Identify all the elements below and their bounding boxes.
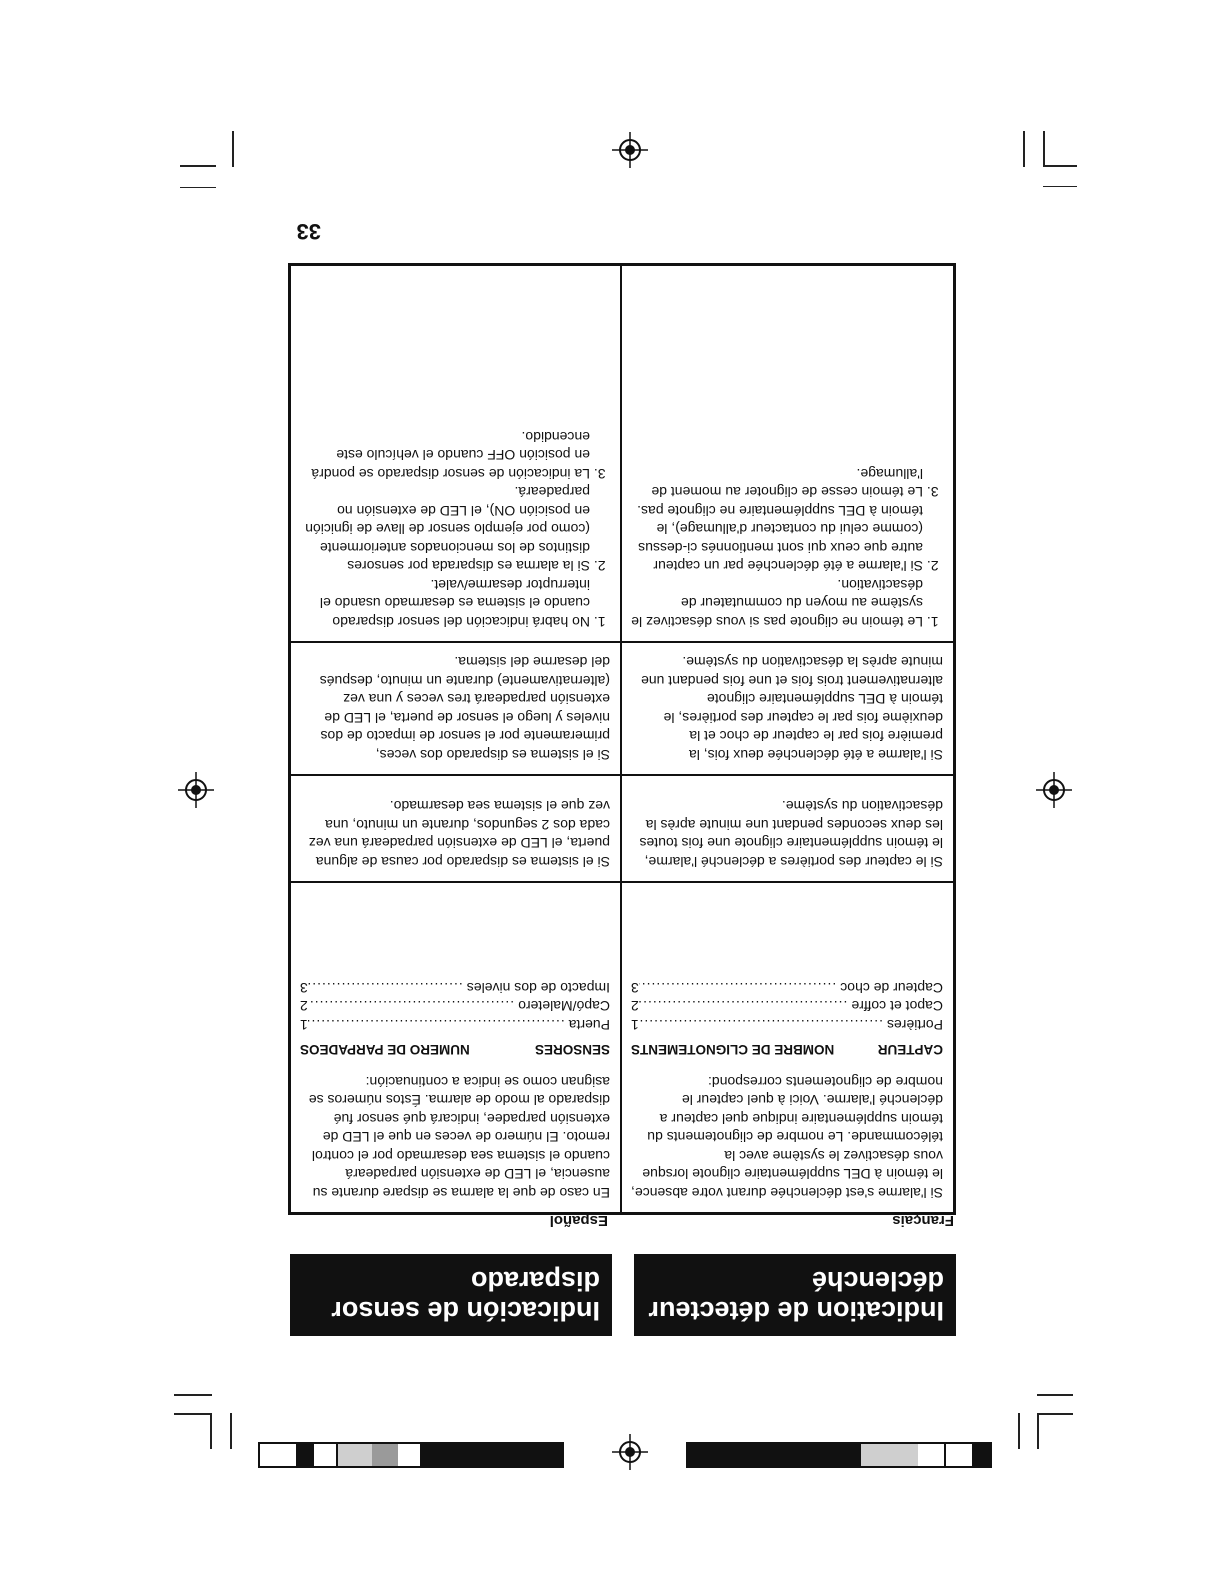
- list-item: 2. Si la alarma es disparada por sensores distintos de los mencionados anteriormente (como por ejemplo sensor de llave de ignición en posición ON), el LED de extensión no parpadeará.: [300, 483, 590, 576]
- list-item: 2. Si l'alarme a été déclenchée par un capteur autre que ceux qui sont mentionnés ci-dessus (comme celui du contacteur d'allumage), le témoin à DEL supplémentaire ne clignote pas.: [631, 502, 923, 576]
- francais-two-triggers-text: Si l'alarme a été déclenchée deux fois, la première fois par le capteur de choc et la deuxième fois par le capteur des portières, le témoin à DEL supplémentaire clignote alternativement trois fois et une fois pendant une minute après la désactivation du système.: [641, 654, 943, 763]
- list-item: 3. Le témoin cesse de clignoter au moment de l'allumage.: [631, 465, 923, 502]
- leader-dots: [639, 979, 840, 998]
- list-item: [300, 979, 610, 998]
- espanol-two-triggers-cell: [300, 653, 610, 764]
- language-label-espanol: Español: [549, 1212, 608, 1229]
- sensor-name: Capó/Maletero: [518, 998, 610, 1015]
- list-item: [631, 1016, 943, 1035]
- page-number: 33: [296, 219, 321, 244]
- francais-one-trigger-text: Si le capteur des portières a déclenché l'alarme, le témoin supplémentaire clignote une fois toutes les deux secondes pendant une minute après la désactivation du système.: [639, 798, 943, 870]
- trigger-indication-table: [288, 263, 956, 1215]
- blink-count: 1: [631, 1017, 639, 1033]
- registration-mark-icon: [178, 772, 214, 808]
- francais-table-header: [631, 1040, 943, 1059]
- francais-notes-list: [631, 465, 943, 632]
- espanol-intro-text: En caso de que la alarma se dispare durante su ausencia, el LED de extensión parpadeará cuando el sistema sea desarmado por el control remoto. El número de veces en que el LED de extensión parpadee, indicará qué sensor fué disparado al modo de alarma. Éstos números se asignan como se indica a continuación:: [308, 1074, 610, 1201]
- espanol-col-sensor: SENSORES: [534, 1042, 610, 1058]
- heading-espanol: Indicación de sensor disparado: [290, 1254, 612, 1336]
- list-item: 1. Le témoin ne clignote pas si vous désactivez le système au moyen du commutateur de désactivation.: [631, 576, 923, 632]
- sensor-name: Impacto de dos niveles: [466, 980, 610, 996]
- list-item: [300, 997, 610, 1016]
- sensor-name: Puerta: [568, 1017, 610, 1033]
- language-label-francais: Français: [892, 1212, 954, 1229]
- column-divider: [620, 266, 622, 1212]
- francais-col-count: NOMBRE DE CLIGNOTEMENTS: [631, 1042, 835, 1058]
- blink-count: 2: [300, 998, 308, 1015]
- espanol-one-trigger-text: Si el sistema es disparado por causa de alguna puerta, el LED de extensión parpadeará una vez cada dos 2 segundos, durante un minuto, una vez que el sistema sea desarmado.: [308, 798, 610, 870]
- registration-mark-icon: [1036, 772, 1072, 808]
- espanol-col-count: NUMERO DE PARPADEOS: [300, 1042, 470, 1058]
- list-item: 1. No habrá indicación del sensor disparado cuando el sistema es desarmado usando el interruptor desarme/valet.: [300, 576, 590, 632]
- espanol-notes-list: [300, 428, 610, 632]
- francais-one-trigger-cell: [631, 797, 943, 871]
- espanol-intro-cell: [300, 979, 610, 1203]
- list-item: 3. La indicación de sensor disparado se pondrá en posición OFF cuando el vehículo este encendido.: [300, 428, 590, 484]
- espanol-one-trigger-cell: [300, 797, 610, 871]
- color-calibration-bar: [686, 1442, 992, 1468]
- row-divider: [291, 641, 953, 643]
- leader-dots: [308, 1016, 569, 1035]
- espanol-table-header: [300, 1040, 610, 1059]
- blink-count: 1: [300, 1017, 308, 1033]
- leader-dots: [308, 979, 467, 998]
- sensor-name: Capteur de choc: [840, 980, 943, 996]
- list-item: [631, 979, 943, 998]
- list-item: [631, 997, 943, 1016]
- color-calibration-bar: [258, 1442, 564, 1468]
- list-item: [300, 1016, 610, 1035]
- espanol-two-triggers-text: Si el sistema es disparado dos veces, primeramente por el sensor de impacto de dos niveles y luego el sensor de puerta, el LED de extensión parpadeará tres veces y una vez (alternativamente) durante un minuto, después del desarme del sistema.: [319, 654, 610, 763]
- row-divider: [291, 774, 953, 776]
- francais-two-triggers-cell: [631, 653, 943, 764]
- leader-dots: [308, 997, 518, 1016]
- sensor-name: Portières: [886, 1017, 943, 1033]
- blink-count: 2: [631, 998, 639, 1015]
- francais-intro-cell: [631, 979, 943, 1203]
- francais-notes-cell: [631, 465, 943, 632]
- leader-dots: [639, 997, 852, 1016]
- sensor-name: Capot et coffre: [851, 998, 943, 1015]
- row-divider: [291, 881, 953, 883]
- blink-count: 3: [300, 980, 308, 996]
- francais-intro-text: Si l'alarme s'est déclenchée durant votre absence, le témoin à DEL supplémentaire clignote lorsque vous désactivez le système avec la télécommande. Le nombre de clignotements du témoin supplémentaire indique quel capteur a déclenché l'alarme. Voici à quel capteur le nombre de clignotements correspond:: [631, 1074, 943, 1201]
- blink-count: 3: [631, 980, 639, 996]
- leader-dots: [639, 1016, 887, 1035]
- registration-mark-icon: [612, 132, 648, 168]
- francais-col-sensor: CAPTEUR: [877, 1042, 943, 1058]
- espanol-notes-cell: [300, 428, 610, 632]
- registration-mark-icon: [612, 1434, 648, 1470]
- heading-francais: Indication de détecteur déclenché: [634, 1254, 956, 1336]
